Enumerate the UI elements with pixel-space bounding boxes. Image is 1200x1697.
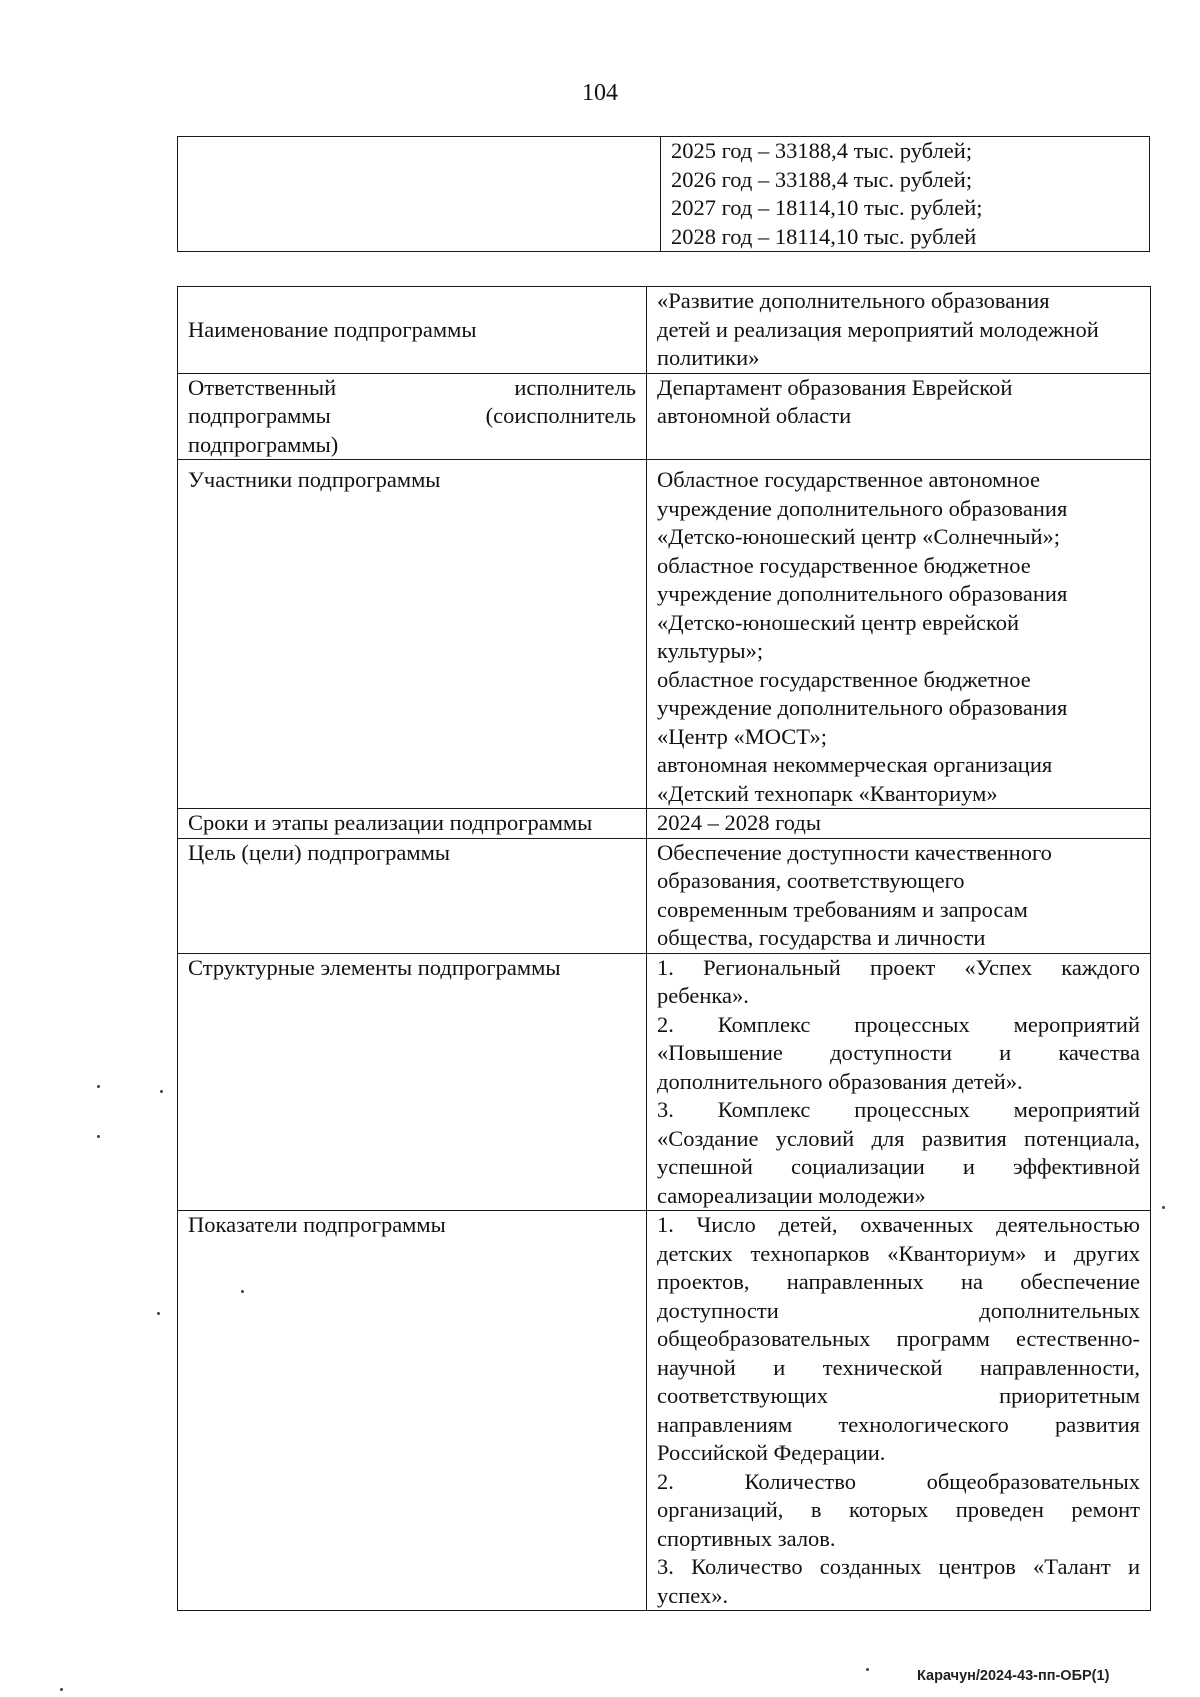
table-row — [178, 809, 1151, 839]
funding-line: 2027 год – 18114,10 тыс. рублей; — [671, 195, 983, 220]
row-label-elements: Структурные элементы подпрограммы — [178, 953, 647, 1211]
row-value-terms: 2024 – 2028 годы — [647, 809, 1151, 839]
table-row — [178, 460, 1151, 809]
table-row — [178, 137, 1150, 252]
funding-line: 2028 год – 18114,10 тыс. рублей — [671, 223, 977, 249]
row-value-indicators: 1. Число детей, охваченных деятельностью детских технопарков «Кванториум» и других проектов, направленных на обеспечение доступности дополнительных общеобразовательных программ естественно- научной и технической направленности, соответствующих приоритетным направлениям технологического развития Российской Федерации. 2. Количество общеобразовательных организаций, в которых проведен ремонт спортивных залов. 3. Количество созданных центров «Талант и успех». — [647, 1211, 1151, 1611]
row-label-indicators: Показатели подпрограммы — [178, 1211, 647, 1611]
scan-speck — [60, 1688, 63, 1691]
scan-speck — [160, 1090, 163, 1093]
row-label-name: Наименование подпрограммы — [178, 287, 647, 374]
scan-speck — [157, 1312, 160, 1315]
scan-speck — [1162, 1206, 1165, 1209]
row-label-terms: Сроки и этапы реализации подпрограммы — [178, 809, 647, 839]
table-row — [178, 287, 1151, 374]
row-label-participants: Участники подпрограммы — [178, 460, 647, 809]
row-label-goal: Цель (цели) подпрограммы — [178, 838, 647, 953]
scan-speck — [866, 1668, 869, 1671]
empty-cell — [178, 137, 661, 252]
scan-speck — [97, 1085, 100, 1088]
row-value-goal: Обеспечение доступности качественного образования, соответствующего современным требованиям и запросам общества, государства и личности — [647, 838, 1151, 953]
row-value-executor: Департамент образования Еврейской автономной области — [647, 373, 1151, 460]
scan-speck — [241, 1290, 244, 1293]
table-row — [178, 373, 1151, 460]
row-label-executor: Ответственный исполнитель подпрограммы (соисполнитель подпрограммы) — [178, 373, 647, 460]
document-reference: Карачун/2024-43-пп-ОБР(1) — [917, 1668, 1110, 1684]
funding-table — [177, 136, 1150, 252]
row-value-participants: Областное государственное автономное учреждение дополнительного образования «Детско-юношеский центр «Солнечный»; областное государственное бюджетное учреждение дополнительного образования «Детско-юношеский центр еврейской культуры»; областное государственное бюджетное учреждение дополнительного образования «Центр «МОСТ»; автономная некоммерческая организация «Детский технопарк «Кванториум» — [647, 460, 1151, 809]
funding-line: 2026 год – 33188,4 тыс. рублей; — [671, 166, 973, 192]
funding-values-cell — [661, 137, 1150, 252]
table-row — [178, 953, 1151, 1211]
table-row — [178, 1211, 1151, 1611]
scan-speck — [97, 1135, 100, 1138]
row-value-name: «Развитие дополнительного образования детей и реализация мероприятий молодежной политики» — [647, 287, 1151, 374]
subprogram-passport-table — [177, 286, 1151, 1611]
table-row — [178, 838, 1151, 953]
funding-line: 2025 год – 33188,4 тыс. рублей; — [671, 138, 973, 163]
row-value-elements: 1. Региональный проект «Успех каждого ребенка». 2. Комплекс процессных мероприятий «Повышение доступности и качества дополнительного образования детей». 3. Комплекс процессных мероприятий «Создание условий для развития потенциала, успешной социализации и эффективной самореализации молодежи» — [647, 953, 1151, 1211]
page-number: 104 — [582, 80, 618, 106]
